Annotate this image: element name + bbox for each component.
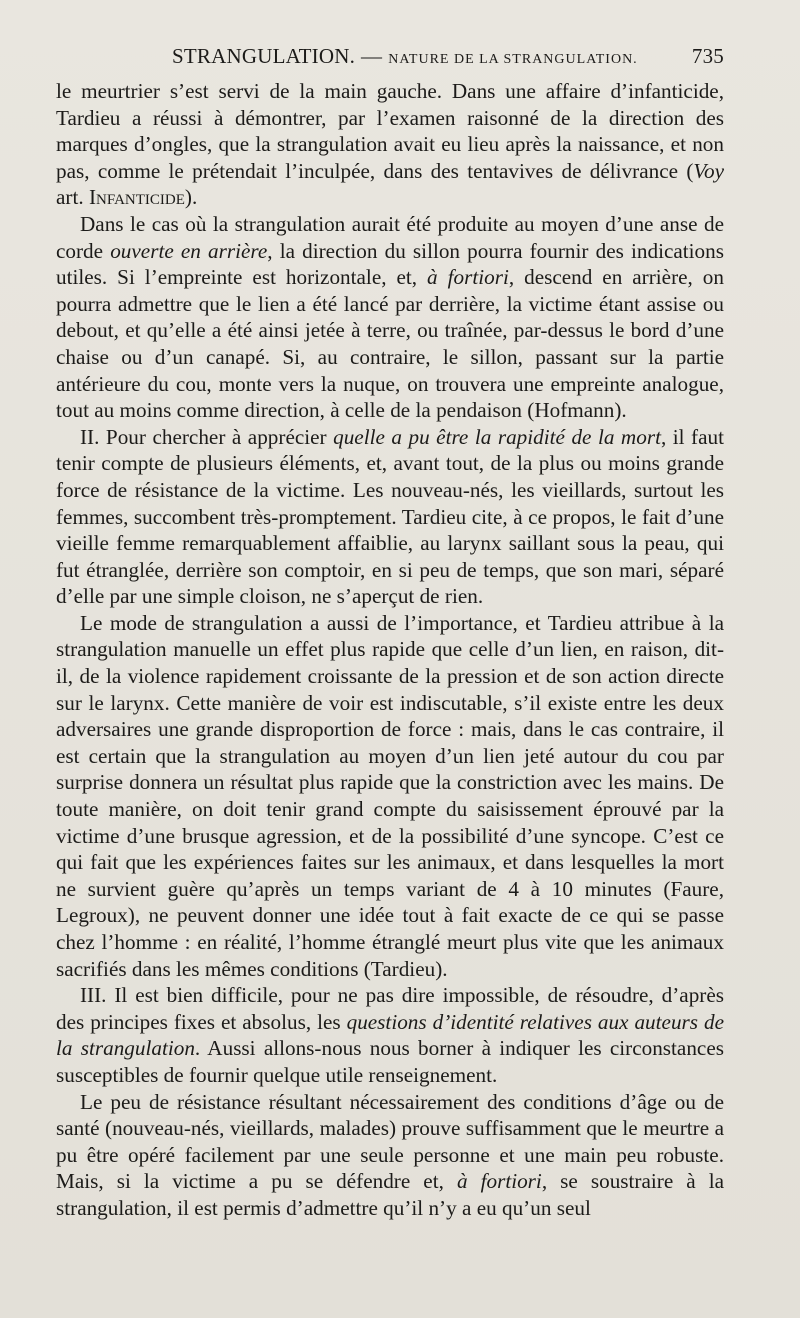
- text-run: le meurtrier s’est servi de la main gauche. Dans une affaire d’infanticide, Tardieu a réussi à démontrer, par l’examen raisonné de la direction des marques d’ongles, que la strangulation avait eu lieu après la naissance, et non pas, comme le prétendait l’inculpée, dans des tentavives de délivrance (: [56, 79, 724, 183]
- text-run: , descend en arrière, on pourra admettre que le lien a été lancé par derrière, la victime étant assise ou debout, et qu’elle a été ainsi jetée à terre, ou traînée, par-dessus le bord d’une chaise ou d’un canapé. Si, au contraire, le sillon, passant sur la partie antérieure du cou, monte vers la nuque, on trouvera une empreinte analogue, tout au moins comme direction, à celle de la pendaison (Hofmann).: [56, 265, 724, 423]
- text-run: III. Il est bien difficile, pour ne pas dire impossible, de résoudre, d’après des principes fixes et absolus, les: [56, 983, 724, 1034]
- paragraph: [56, 982, 724, 1088]
- text-run: . Aussi allons-nous nous borner à indiquer les circonstances susceptibles de fournir quelque utile renseignement.: [56, 1036, 724, 1087]
- page-number: 735: [691, 44, 724, 68]
- text-run: Le peu de résistance résultant nécessairement des conditions d’âge ou de santé (nouveau-nés, vieillards, malades) prouve suffisamment que le meurtre a pu être opéré facilement par une seule personne et une main peu robuste. Mais, si la victime a pu se défendre et,: [56, 1089, 724, 1194]
- italic-text: questions d’identité relatives aux auteurs de la strangulation: [56, 1009, 724, 1061]
- text-run: , se soustraire à la strangulation, il est permis d’admettre qu’il n’y a eu qu’un seul: [56, 1169, 725, 1220]
- paragraph: [56, 78, 724, 211]
- body-text: [56, 78, 724, 1222]
- italic-text: Voy: [693, 158, 724, 183]
- paragraph: [56, 424, 724, 610]
- smallcaps-text: Infanticide: [88, 185, 185, 210]
- text-run: Dans le cas où la strangulation aurait été produite au moyen d’une anse de corde: [56, 211, 724, 263]
- paragraph: [56, 211, 724, 424]
- title-separator: —: [361, 44, 383, 68]
- paragraph: [56, 610, 724, 982]
- text-run: , la direction du sillon pourra fournir des indications utiles. Si l’empreinte est horizontale, et,: [56, 238, 724, 290]
- italic-text: à fortiori: [427, 265, 509, 290]
- running-head: [56, 40, 724, 78]
- text-run: art.: [56, 185, 89, 210]
- text-run: Le mode de strangulation a aussi de l’importance, et Tardieu attribue à la strangulation manuelle un effet plus rapide que celle d’un lien, en raison, dit-il, de la violence rapidement croissante de la pression et de son action directe sur le larynx. Cette manière de voir est indiscutable, s’il existe entre les deux adversaires une grande disproportion de force : mais, dans le cas contraire, il est certain que la strangulation au moyen d’un lien jeté autour du cou par surprise donnera un résultat plus rapide que la constriction avec les mains. De toute manière, on doit tenir grand compte du saisissement éprouvé par la victime d’une brusque agression, et de la possibilité d’une syncope. C’est ce qui fait que les expériences faites sur les animaux, et dans lesquelles la mort ne survient guère qu’après un temps variant de 4 à 10 minutes (Faure, Legroux), ne peuvent donner une idée tout à fait exacte de ce qui se passe chez l’homme : en réalité, l’homme étranglé meurt plus vite que les animaux sacrifiés dans les mêmes conditions (Tardieu).: [56, 610, 724, 981]
- chapter-title: STRANGULATION.: [172, 44, 356, 68]
- italic-text: ouverte en arrière: [110, 238, 268, 263]
- text-run: , il faut tenir compte de plusieurs éléments, et, avant tout, de la plus ou moins grande force de résistance de la victime. Les nouveau-nés, les vieillards, surtout les femmes, succombent très-promptement. Tardieu cite, à ce propos, le fait d’une vieille femme remarquablement affaiblie, au larynx saillant sous la peau, qui fut étranglée, derrière son comptoir, en si peu de temps, que son mari, séparé d’elle par une simple cloison, ne s’aperçut de rien.: [56, 424, 724, 609]
- running-title: [172, 44, 638, 69]
- text-run: II. Pour chercher à apprécier: [80, 424, 334, 449]
- text-run: ).: [184, 185, 198, 210]
- section-title: NATURE DE LA STRANGULATION.: [388, 52, 638, 67]
- italic-text: quelle a pu être la rapidité de la mort: [333, 424, 661, 449]
- paragraph: [56, 1089, 724, 1222]
- italic-text: à fortiori: [456, 1169, 542, 1194]
